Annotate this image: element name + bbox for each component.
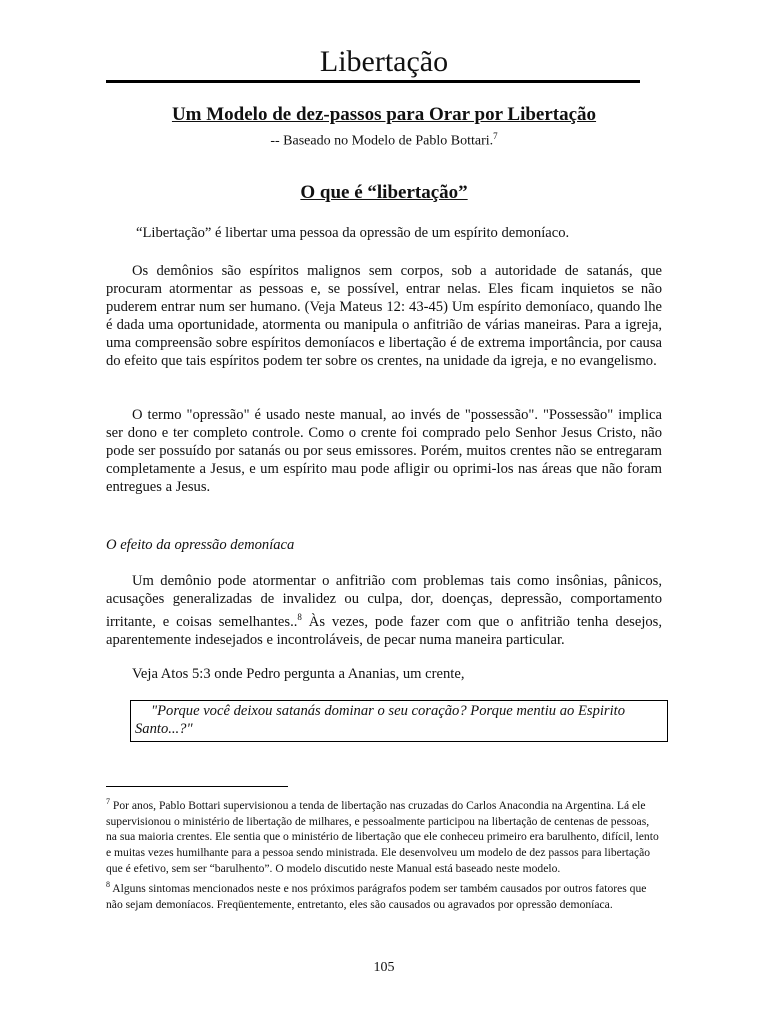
footnote-separator [106, 786, 288, 787]
byline-text: -- Baseado no Modelo de Pablo Bottari. [270, 133, 494, 149]
footnote-7 [106, 794, 662, 877]
section-title: O que é “libertação” [300, 182, 468, 203]
chapter-title: Libertação [319, 45, 449, 78]
paragraph-effects-text: Um demônio pode atormentar o anfitrião com problemas tais como insônias, pânicos, acusações generalizadas de invalidez ou culpa, dor, doenças, depressão, comportamento irritante, e coisas semelhantes.. [106, 573, 662, 630]
footnotes [106, 794, 662, 912]
footnote-7-number: 7 [106, 797, 110, 806]
byline [0, 128, 768, 150]
footnote-7-text: Por anos, Pablo Bottari supervisionou a tenda de libertação nas cruzadas do Carlos Anacondia na Argentina. Lá ele supervisionou o ministério de libertação de milhares, e pessoalmente participou na libertação de centenas de pessoas, na sua maioria crentes. Ele sentia que o ministério de libertação que ele conheceu primeiro era barulhento, difícil, lento e muitas vezes humilhante para a pessoa sendo ministrada. Ele desenvolveu um modelo de dez passos para libertação que é efetivo, sem ser “barulhento”. O modelo discutido neste Manual está baseado neste modelo. [106, 798, 659, 876]
footnote-8 [106, 877, 662, 912]
paragraph-demons: Os demônios são espíritos malignos sem corpos, sob a autoridade de satanás, que procuram atormentar as pessoas e, se possível, entrar nelas. Eles ficam inquietos se não puderem entrar num ser humano. (Veja Mateus 12: 43-45) Um espírito demoníaco, quando lhe é dada uma oportunidade, atormenta ou manipula o anfitrião de várias maneiras. Para a igreja, uma compreensão sobre espíritos demoníacos e libertação é de extrema importância, por causa do efeito que tais espíritos podem ter sobre os crentes, na unidade da igreja, e no evangelismo. [106, 263, 662, 369]
subsection-heading: O efeito da opressão demoníaca [106, 537, 295, 553]
scripture-quote: "Porque você deixou satanás dominar o seu coração? Porque mentiu ao Espirito Santo...?" [135, 703, 626, 737]
title-rule [106, 80, 640, 83]
footnote-8-number: 8 [106, 879, 110, 889]
footnote-8-text: Alguns sintomas mencionados neste e nos próximos parágrafos podem ser também causados por outros fatores que não sejam demoníacos. Freqüentemente, entretanto, eles são causados ou agravados por opressão demoníaca. [106, 881, 647, 911]
footnote-ref-8[interactable]: 8 [297, 612, 302, 622]
page-number: 105 [373, 960, 395, 975]
byline-footnote-ref[interactable]: 7 [493, 131, 498, 141]
scripture-quote-box [130, 700, 668, 742]
paragraph-effects [106, 572, 662, 649]
subtitle: Um Modelo de dez-passos para Orar por Libertação [171, 104, 597, 125]
paragraph-oppression-term: O termo "opressão" é usado neste manual, ao invés de "possessão". "Possessão" implica ser dono e ter completo controle. Como o crente foi comprado pelo Senhor Jesus Cristo, não pode ser possuído por satanás ou por seus emissores. Porém, muitos crentes não se entregaram completamente a Jesus, e um espírito mau pode afligir ou oprimi-los nas áreas que não foram entregues a Jesus. [106, 407, 662, 495]
paragraph-effects-continuation: Às vezes, pode fazer com que o anfitrião tenha desejos, aparentemente indesejados e incontroláveis, de pecar numa maneira particular. [106, 613, 663, 648]
acts-reference-line: Veja Atos 5:3 onde Pedro pergunta a Ananias, um crente, [132, 666, 465, 682]
paragraph-definition: “Libertação” é libertar uma pessoa da opressão de um espírito demoníaco. [136, 225, 570, 241]
